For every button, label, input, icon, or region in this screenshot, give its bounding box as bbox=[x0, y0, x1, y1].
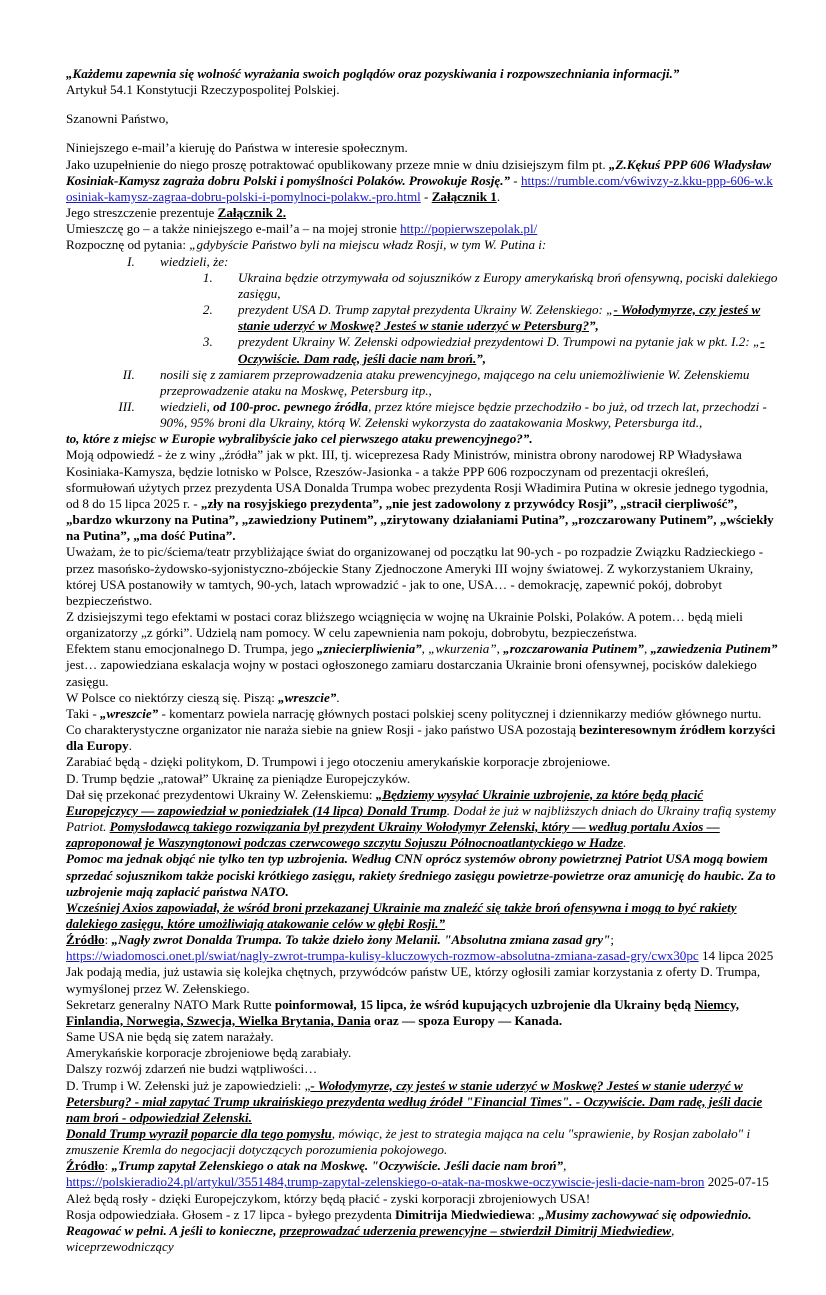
list-item-I bbox=[138, 254, 778, 367]
paragraph-4 bbox=[66, 641, 778, 689]
paragraph-1-pre: Moją odpowiedź - że z winy „źródła” jak w pkt. III, tj. wiceprezesa Rady Ministrów, ministra obrony narodowej RP Władysława Kosiniaka-Kamysza, będzie lotnisko w Polsce, Rzeszów-Jasionka - a także PPP 606 rozpoczynam od prezentacji określeń, sformułowań użytych przez prezydenta USA Donalda Trumpa wobec prezydenta Rosji Władimira Putina w okresie jednego tygodnia, od 8 do 15 lipca 2025 r. - bbox=[66, 447, 769, 511]
sep: , bbox=[643, 641, 651, 657]
emotion-term-3: „rozczarowania Putinem” bbox=[503, 641, 644, 657]
intro-line-5 bbox=[66, 237, 778, 253]
ft-quote-dash: - bbox=[310, 1077, 318, 1093]
paragraph-18 bbox=[66, 1078, 778, 1126]
source-2-label: Źródło bbox=[66, 1158, 105, 1174]
patriot-systems-note: . Dodał że już w najbliższych dniach do Ukrainy trafią systemy Patriot. bbox=[66, 802, 776, 835]
list-item-II: II. nosili się z zamiarem przeprowadzenia ataku prewencyjnego, mającego na celu uniemożliwienie W. Zełenskiemu przeprowadzenie ataku na Moskwę, Petersburg itp., bbox=[138, 367, 778, 399]
buyer-countries: Niemcy, Finlandia, Norwegia, Szwecja, Wielka Brytania, Dania bbox=[66, 996, 740, 1028]
paragraph-14-end: oraz — spoza Europy — Kanada. bbox=[370, 1012, 563, 1028]
question-list-level-1 bbox=[138, 254, 778, 432]
paragraph-6-pre: Taki - bbox=[66, 705, 100, 721]
source-emphasis: od 100-proc. pewnego źródła bbox=[213, 398, 369, 414]
question-list-level-2 bbox=[216, 270, 778, 367]
document-body bbox=[66, 66, 778, 1255]
paragraph-11: Pomoc ma jednak objąć nie tylko ten typ uzbrojenia. Według CNN oprócz systemów obrony powietrznej Patriot USA mogą bowiem sprzedać sojusznikom także pociski krótkiego zasięgu, rakiety średniego zasięgu powietrze-powietrze oraz amunicję do haubic. Za to uzbrojenie mają zapłacić państwa NATO. bbox=[66, 851, 776, 899]
popierwszepolak-link[interactable]: http://popierwszepolak.pl/ bbox=[400, 221, 538, 237]
quote-close: ”, bbox=[476, 350, 487, 366]
paragraph-3: Z dzisiejszymi tego efektami w postaci coraz bliższego wciągnięcia w wojnę na Ukrainie Polski, Polaków. A potem… będą mieli organizatorzy „z górki”. Udzielą nam pomocy. W celu zapewnienia nam pokoju, dobrobytu, bezpieczeństwa. bbox=[66, 609, 743, 641]
period: . bbox=[496, 188, 501, 204]
period: . bbox=[623, 835, 627, 851]
paragraph-2: Uważam, że to pic/ściema/teatr przybliżające świat do organizowanej od początku lat 90-ych - po rozpadzie Związku Radzieckiego - przez masońsko-żydowsko-syjonistyczno-zbójeckie Stany Zjednoczone Ameryki III wojny światowej. Z wykorzystaniem Ukrainy, której USA postanowiły w tamtych, 90-ych, latach wprowadzić - jak to one, USA… - demokrację, zapewnić pokój, dobrobyt bezpieczeństwo. bbox=[66, 544, 764, 608]
source-2 bbox=[66, 1158, 778, 1174]
list-item-I-2-pre: prezydent USA D. Trump zapytał prezydenta Ukrainy W. Zełenskiego: „ bbox=[238, 302, 614, 318]
paragraph-14-pre: Sekretarz generalny NATO Mark Rutte bbox=[66, 996, 275, 1012]
semicolon: ; bbox=[610, 932, 614, 948]
attachment-2-ref: Załącznik 2. bbox=[217, 205, 286, 221]
opening-question: „gdybyście Państwo byli na miejscu władz Rosji, w tym W. Putina i: bbox=[189, 237, 547, 253]
emotion-term-4: „zawiedzenia Putinem” bbox=[650, 641, 778, 657]
emotion-term-1: „zniecierpliwienia” bbox=[316, 641, 422, 657]
spacer bbox=[66, 127, 778, 140]
comma: , bbox=[563, 1158, 567, 1174]
colon: : bbox=[531, 1206, 539, 1222]
spacer bbox=[66, 98, 778, 111]
paragraph-6 bbox=[66, 706, 778, 722]
medvedev-quote-part-a: „Musimy zachowywać się odpowiednio. Reagować w pełni. A jeśli to konieczne, bbox=[66, 1206, 752, 1238]
period: . bbox=[128, 738, 132, 754]
source-1 bbox=[66, 932, 778, 948]
paragraph-20: Ależ będą rosły - dzięki Europejczykom, którzy będą płacić - zyski korporacji zbrojeniowych USA! bbox=[66, 1190, 591, 1206]
emotion-term-2: „wkurzenia” bbox=[428, 641, 497, 657]
trump-terms-list: „zły na rosyjskiego prezydenta”, „nie jest zadowolony z przywódcy Rosji”, „stracił cierpliwość”, „bardzo wkurzony na Putina”, „zawiedziony Putinem”, „zirytowany działaniami Putina”, „rozczarowany Putinem”, „wściekły na Putina”, „ma dość Putina”. bbox=[66, 495, 774, 544]
paragraph-15: Same USA nie będą się zatem narażały. bbox=[66, 1029, 274, 1045]
polskieradio-article-link[interactable]: https://polskieradio24.pl/artykul/3551484,trump-zapytal-zelenskiego-o-atak-na-moskwe-oczywiscie-jesli-dacie-nam-bron bbox=[66, 1174, 705, 1190]
intro-line-4 bbox=[66, 221, 778, 237]
paragraph-21-pre: Rosja odpowiedziała. Głosem - z 17 lipca - byłego prezydenta bbox=[66, 1206, 396, 1222]
colon: : bbox=[104, 932, 112, 948]
source-2-date: 2025-07-15 bbox=[704, 1174, 769, 1190]
sep: , bbox=[421, 641, 429, 657]
rumble-link[interactable]: https://rumble.com/v6wivzy-z.kku-ppp-606-w.kosiniak-kamysz-zagraa-dobru-polski-i-pomylnoci-polakw.-pro.html bbox=[66, 172, 773, 204]
attachment-1-ref: Załącznik 1 bbox=[431, 188, 497, 204]
onet-article-link[interactable]: https://wiadomosci.onet.pl/swiat/nagly-zwrot-trumpa-kulisy-kluczowych-rozmow-absolutna-zmiana-zasad-gry/cwx30pc bbox=[66, 948, 699, 964]
paragraph-14 bbox=[66, 997, 778, 1029]
source-2-link-line bbox=[66, 1174, 778, 1190]
paragraph-5-pre: W Polsce co niektórzy cieszą się. Piszą: bbox=[66, 689, 279, 705]
paragraph-5 bbox=[66, 690, 778, 706]
zelensky-answer-dash: - bbox=[760, 334, 765, 350]
salutation: Szanowni Państwo, bbox=[66, 111, 169, 127]
quote-close: ”, bbox=[589, 318, 599, 334]
constitution-quote: „Każdemu zapewnia się wolność wyrażania swoich poglądów oraz pozyskiwania i rozpowszechniania informacji.” bbox=[66, 66, 680, 81]
list-item-III-post: , przez które miejsce będzie przechodziło - bo już, od trzech lat, przechodzi - 90%, 95% broni dla Ukrainy, którą W. Zełenski wykorzysta do zaatakowania Moskwy, Petersburga itd., bbox=[160, 398, 767, 431]
sep: , bbox=[496, 641, 504, 657]
intro-line-2 bbox=[66, 157, 778, 205]
paragraph-7-pre: Co charakterystyczne organizator nie naraża siebie na gniew Rosji - jako państwo USA pozostają bbox=[66, 722, 580, 738]
paragraph-6-post: - komentarz powiela narrację głównych postaci polskiej sceny politycznej i dziennikarzy mediów głównego nurtu. bbox=[158, 705, 762, 721]
intro-line-4-pre: Umieszczę go – a także niniejszego e-mail’a – na mojej stronie bbox=[66, 221, 401, 237]
paragraph-18-pre: D. Trump i W. Zełenski już je zapowiedzieli: „ bbox=[66, 1077, 311, 1093]
trump-support-quote: Donald Trump wyraził poparcie dla tego pomysłu bbox=[66, 1126, 332, 1141]
intro-line-1: Niniejszego e-mail’a kieruję do Państwa w interesie społecznym. bbox=[66, 140, 408, 156]
list-item-I-label: wiedzieli, że: bbox=[160, 253, 229, 269]
paragraph-7 bbox=[66, 722, 778, 754]
list-item-III bbox=[138, 399, 778, 431]
closing-question: to, które z miejsc w Europie wybralibyście jako cel pierwszego ataku prewencyjnego?”. bbox=[66, 431, 533, 447]
paragraph-17: Dalszy rozwój zdarzeń nie budzi wątpliwości… bbox=[66, 1061, 318, 1077]
period: . bbox=[336, 689, 340, 705]
paragraph-8: Zarabiać będą - dzięki politykom, D. Trumpowi i jego otoczeniu amerykańskie korporacje zbrojeniowe. bbox=[66, 754, 611, 770]
paragraph-19 bbox=[66, 1126, 778, 1158]
medvedev-quote-underlined: przeprowadzać uderzenia prewencyjne – stwierdził Dimitrij Miedwiediew bbox=[279, 1222, 672, 1238]
list-item-I-1: 1. Ukraina będzie otrzymywała od sojuszników z Europy amerykańską broń ofensywną, pociski dalekiego zasięgu, bbox=[216, 270, 778, 302]
ft-quote: Wołodymyrze, czy jesteś w stanie uderzyć w Moskwę? Jesteś w stanie uderzyć w Petersburg? - miał zapytać Trump ukraińskiego prezydenta według źródeł "Financial Times". - Oczywiście. Dam radę, jeśli dacie nam broń - odpowiedział Zełenski. bbox=[66, 1077, 763, 1125]
paragraph-16: Amerykańskie korporacje zbrojeniowe będą zarabiały. bbox=[66, 1045, 352, 1061]
wreszcie-term: „wreszcie” bbox=[100, 705, 159, 721]
dash: - bbox=[420, 188, 432, 204]
paragraph-19-post: , mówiąc, że jest to strategia mająca na celu "sprawienie, by Rosjan zabolało" i zmuszenie Kremla do negocjacji dotyczących porozumienia pokojowego. bbox=[66, 1126, 751, 1158]
rutte-statement: poinformował, 15 lipca, że wśród kupujących uzbrojenie dla Ukrainy będą bbox=[274, 996, 695, 1012]
paragraph-4-post: jest… zapowiedziana eskalacja wojny w postaci ogłoszonego zamiaru dostarczania Ukrainie broni ofensywnej, pocisków dalekiego zasięgu. bbox=[66, 657, 757, 689]
constitution-source: Artykuł 54.1 Konstytucji Rzeczypospolitej Polskiej. bbox=[66, 82, 340, 98]
intro-line-3-pre: Jego streszczenie prezentuje bbox=[66, 205, 218, 221]
colon: : bbox=[104, 1158, 112, 1174]
paragraph-1 bbox=[66, 447, 778, 544]
paragraph-4-pre: Efektem stanu emocjonalnego D. Trumpa, jego bbox=[66, 641, 317, 657]
trump-question-dash: - bbox=[613, 302, 621, 318]
source-1-label: Źródło bbox=[66, 932, 105, 948]
paragraph-21 bbox=[66, 1207, 778, 1255]
usa-benefit-emphasis: bezinteresownym źródłem korzyści dla Europy bbox=[66, 722, 776, 754]
paragraph-10 bbox=[66, 787, 778, 852]
paragraph-10-pre: Dał się przekonać prezydentowi Ukrainy W. Zełenskiemu: bbox=[66, 786, 376, 802]
paragraph-12: Wcześniej Axios zapowiadał, że wśród broni przekazanej Ukrainie ma znaleźć się także broń ofensywna i mogą to być rakiety dalekiego zasięgu, które umożliwiają atakowanie celów w głębi Rosji.” bbox=[66, 899, 737, 931]
intro-line-3 bbox=[66, 205, 778, 221]
paragraph-13: Jak podają media, już ustawia się kolejka chętnych, przywódców państw UE, którzy ogłosili zamiar korzystania z oferty D. Trumpa, wymyślonej przez W. Zełenskiego. bbox=[66, 964, 761, 996]
paragraph-9: D. Trump będzie „ratował” Ukrainę za pieniądze Europejczyków. bbox=[66, 770, 411, 786]
zelensky-answer-quote: Oczywiście. Dam radę, jeśli dacie nam broń. bbox=[238, 350, 477, 366]
intro-line-5-pre: Rozpocznę od pytania: bbox=[66, 237, 190, 253]
dash: - bbox=[510, 172, 521, 188]
list-item-III-pre: wiedzieli, bbox=[160, 398, 214, 414]
film-title: „Z.Kękuś PPP 606 Władysław Kosiniak-Kamysz zagraża dobru Polski i pomyślności Polaków. Prowokuje Rosję.” bbox=[66, 156, 772, 188]
source-2-title: „Trump zapytał Zełenskiego o atak na Moskwę. "Oczywiście. Jeśli dacie nam broń” bbox=[111, 1158, 564, 1174]
list-item-I-2 bbox=[216, 302, 778, 334]
trump-question-quote: Wołodymyrze, czy jesteś w stanie uderzyć w Moskwę? Jesteś w stanie uderzyć w Petersburg? bbox=[238, 302, 761, 334]
medvedev-quote-part-b: , wiceprzewodniczący bbox=[66, 1222, 675, 1255]
source-1-title: „Nagły zwrot Donalda Trumpa. To także dzieło żony Melanii. "Absolutna zmiana zasad gry" bbox=[111, 932, 611, 948]
source-1-date: 14 lipca 2025 bbox=[698, 948, 774, 964]
intro-line-2-pre: Jako uzupełnienie do niego proszę potraktować opublikowany przeze mnie w dniu dzisiejszym film pt. bbox=[66, 156, 609, 172]
medvedev-name: Dimitrija Miedwiediewa bbox=[395, 1206, 532, 1222]
axios-proposal-quote: Pomysłodawcą takiego rozwiązania był prezydent Ukrainy Wołodymyr Zełenski, który — według portalu Axios — zaproponował je Waszyngtonowi podczas czerwcowego szczytu Sojuszu Północnoatlantyckiego w Hadze bbox=[66, 819, 720, 851]
source-1-link-line bbox=[66, 948, 778, 964]
list-item-I-3 bbox=[216, 334, 778, 366]
trump-statement-quote: „Będziemy wysyłać Ukrainie uzbrojenie, za które będą płacić Europejczycy — zapowiedział w poniedziałek (14 lipca) Donald Trump bbox=[66, 786, 704, 818]
wreszcie-term: „wreszcie” bbox=[278, 689, 337, 705]
list-item-I-3-pre: prezydent Ukrainy W. Zełenski odpowiedział prezydentowi D. Trumpowi na pytanie jak w pkt. I.2: „ bbox=[238, 334, 761, 350]
